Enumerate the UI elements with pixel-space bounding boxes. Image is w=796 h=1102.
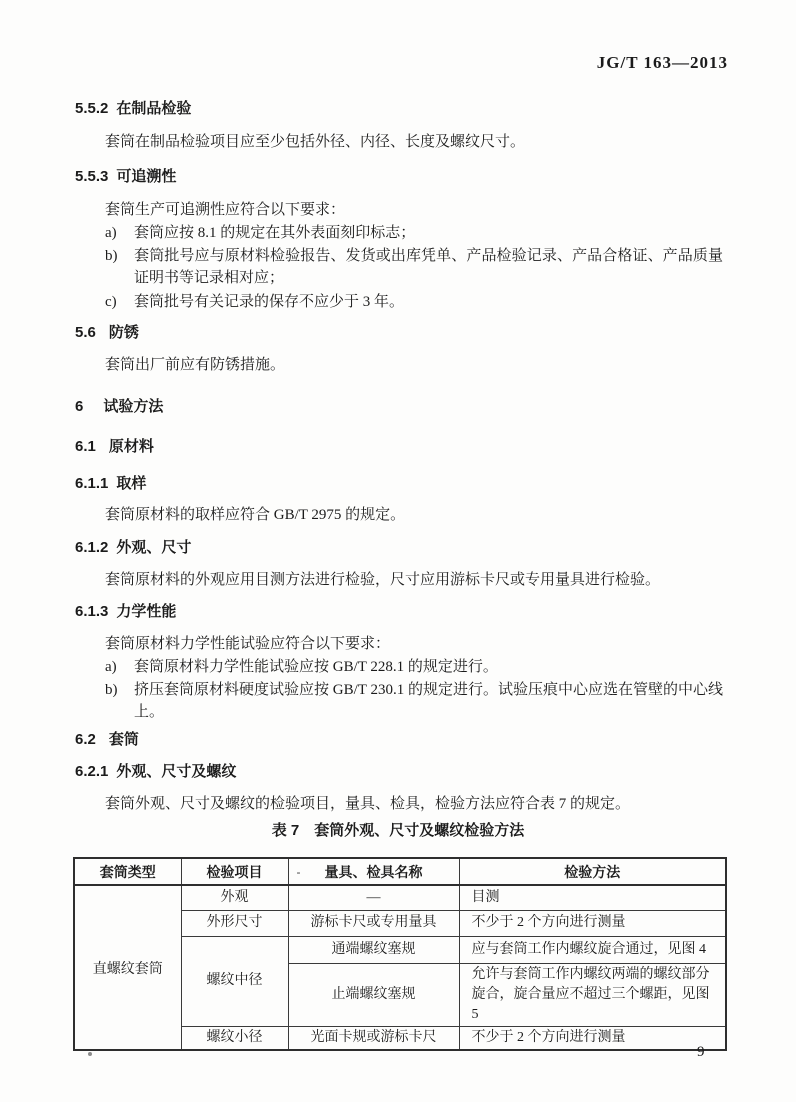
page-number: 9 xyxy=(697,1044,705,1060)
table-row xyxy=(74,885,726,910)
section-title: 套筒 xyxy=(108,731,139,748)
section-title: 在制品检验 xyxy=(116,100,192,117)
table7 xyxy=(73,857,727,1051)
section-number: 6.2 xyxy=(75,731,96,748)
section-heading-6-1-3 xyxy=(75,601,176,623)
section-heading-6-2 xyxy=(75,729,139,751)
section-title: 原材料 xyxy=(108,438,154,455)
doc-code-header: JG/T 163—2013 xyxy=(596,53,728,72)
section-number: 6.1.1 xyxy=(75,475,109,492)
list-marker: a) xyxy=(105,659,117,675)
section-title: 取样 xyxy=(116,475,147,492)
section-title: 试验方法 xyxy=(103,398,164,415)
section-number: 6.1.3 xyxy=(75,603,109,620)
table7-item-cell: 螺纹小径 xyxy=(181,1026,288,1050)
paragraph-6-2-1: 套筒外观、尺寸及螺纹的检验项目，量具、检具，检验方法应符合表 7 的规定。 xyxy=(105,796,631,812)
paragraph-5-5-2: 套筒在制品检验项目应至少包括外径、内径、长度及螺纹尺寸。 xyxy=(105,134,526,150)
table7-header-type: 套筒类型 xyxy=(74,858,181,885)
section-number: 5.5.3 xyxy=(75,168,109,185)
paragraph-6-1-1: 套筒原材料的取样应符合 GB/T 2975 的规定。 xyxy=(105,507,406,523)
list-text: 挤压套筒原材料硬度试验应按 GB/T 230.1 的规定进行。试验压痕中心应选在管壁的中心线上。 xyxy=(134,682,723,720)
table7-header-row xyxy=(74,858,726,885)
section-heading-6-1 xyxy=(75,436,154,458)
table7-item-cell: 外观 xyxy=(181,885,288,910)
table7-type-cell: 直螺纹套筒 xyxy=(74,885,181,1050)
table7-method-cell: 允许与套筒工作内螺纹两端的螺纹部分旋合，旋合量应不超过三个螺距，见图 5 xyxy=(459,963,726,1026)
list-text: 套筒批号应与原材料检验报告、发货或出库凭单、产品检验记录、产品合格证、产品质量证明书等记录相对应； xyxy=(134,248,723,286)
section-number: 5.5.2 xyxy=(75,100,109,117)
paragraph-6-1-3-intro: 套筒原材料力学性能试验应符合以下要求： xyxy=(105,636,391,652)
list-item-b xyxy=(75,245,723,289)
section-title: 防锈 xyxy=(108,324,139,341)
table7-gauge-cell: 游标卡尺或专用量具 xyxy=(288,910,459,936)
table7-gauge-cell: 止端螺纹塞规 xyxy=(288,963,459,1026)
table7-caption: 表 7 套筒外观、尺寸及螺纹检验方法 xyxy=(271,822,525,839)
table7-gauge-cell: 通端螺纹塞规 xyxy=(288,936,459,963)
section-heading-6-1-1 xyxy=(75,473,146,495)
list-marker: b) xyxy=(105,248,118,264)
section-number: 6.1 xyxy=(75,438,96,455)
chapter-heading-6 xyxy=(75,396,163,418)
table7-item-cell: 螺纹中径 xyxy=(181,936,288,1026)
list-marker: a) xyxy=(105,225,117,241)
table7-method-cell: 目测 xyxy=(459,885,726,910)
section-heading-5-6 xyxy=(75,322,139,344)
section-title: 可追溯性 xyxy=(116,168,177,185)
scan-speck xyxy=(88,1052,92,1056)
table7-gauge-cell: — xyxy=(288,885,459,910)
table7-method-cell: 应与套筒工作内螺纹旋合通过，见图 4 xyxy=(459,936,726,963)
section-heading-6-1-2 xyxy=(75,537,191,559)
table7-gauge-cell: 光面卡规或游标卡尺 xyxy=(288,1026,459,1050)
list-item-b xyxy=(75,679,723,723)
list-text: 套筒应按 8.1 的规定在其外表面刻印标志； xyxy=(134,225,416,241)
scan-artifact-dash: - xyxy=(296,864,301,879)
list-marker: b) xyxy=(105,682,118,698)
section-heading-5-5-3 xyxy=(75,166,176,188)
section-heading-5-5-2 xyxy=(75,98,191,120)
section-title: 力学性能 xyxy=(116,603,177,620)
list-text: 套筒批号有关记录的保存不应少于 3 年。 xyxy=(134,294,405,310)
table7-header-gauge-label: 量具、检具名称 xyxy=(324,863,423,880)
table7-header-method: 检验方法 xyxy=(459,858,726,885)
section-number: 5.6 xyxy=(75,324,96,341)
list-item-c xyxy=(75,291,723,313)
table7-header-item: 检验项目 xyxy=(181,858,288,885)
table7-item-cell: 外形尺寸 xyxy=(181,910,288,936)
list-marker: c) xyxy=(105,294,117,310)
table7-method-cell: 不少于 2 个方向进行测量 xyxy=(459,1026,726,1050)
table7-method-cell: 不少于 2 个方向进行测量 xyxy=(459,910,726,936)
list-item-a xyxy=(75,222,723,244)
section-title: 外观、尺寸及螺纹 xyxy=(116,763,237,780)
section-number: 6.2.1 xyxy=(75,763,109,780)
paragraph-5-6: 套筒出厂前应有防锈措施。 xyxy=(105,357,286,373)
section-number: 6.1.2 xyxy=(75,539,109,556)
paragraph-6-1-2: 套筒原材料的外观应用目测方法进行检验，尺寸应用游标卡尺或专用量具进行检验。 xyxy=(105,572,661,588)
table7-header-gauge xyxy=(288,858,459,885)
section-number: 6 xyxy=(75,398,84,415)
section-title: 外观、尺寸 xyxy=(116,539,192,556)
section-heading-6-2-1 xyxy=(75,761,236,783)
paragraph-5-5-3-intro: 套筒生产可追溯性应符合以下要求： xyxy=(105,202,346,218)
list-text: 套筒原材料力学性能试验应按 GB/T 228.1 的规定进行。 xyxy=(134,659,498,675)
list-item-a xyxy=(75,656,723,678)
